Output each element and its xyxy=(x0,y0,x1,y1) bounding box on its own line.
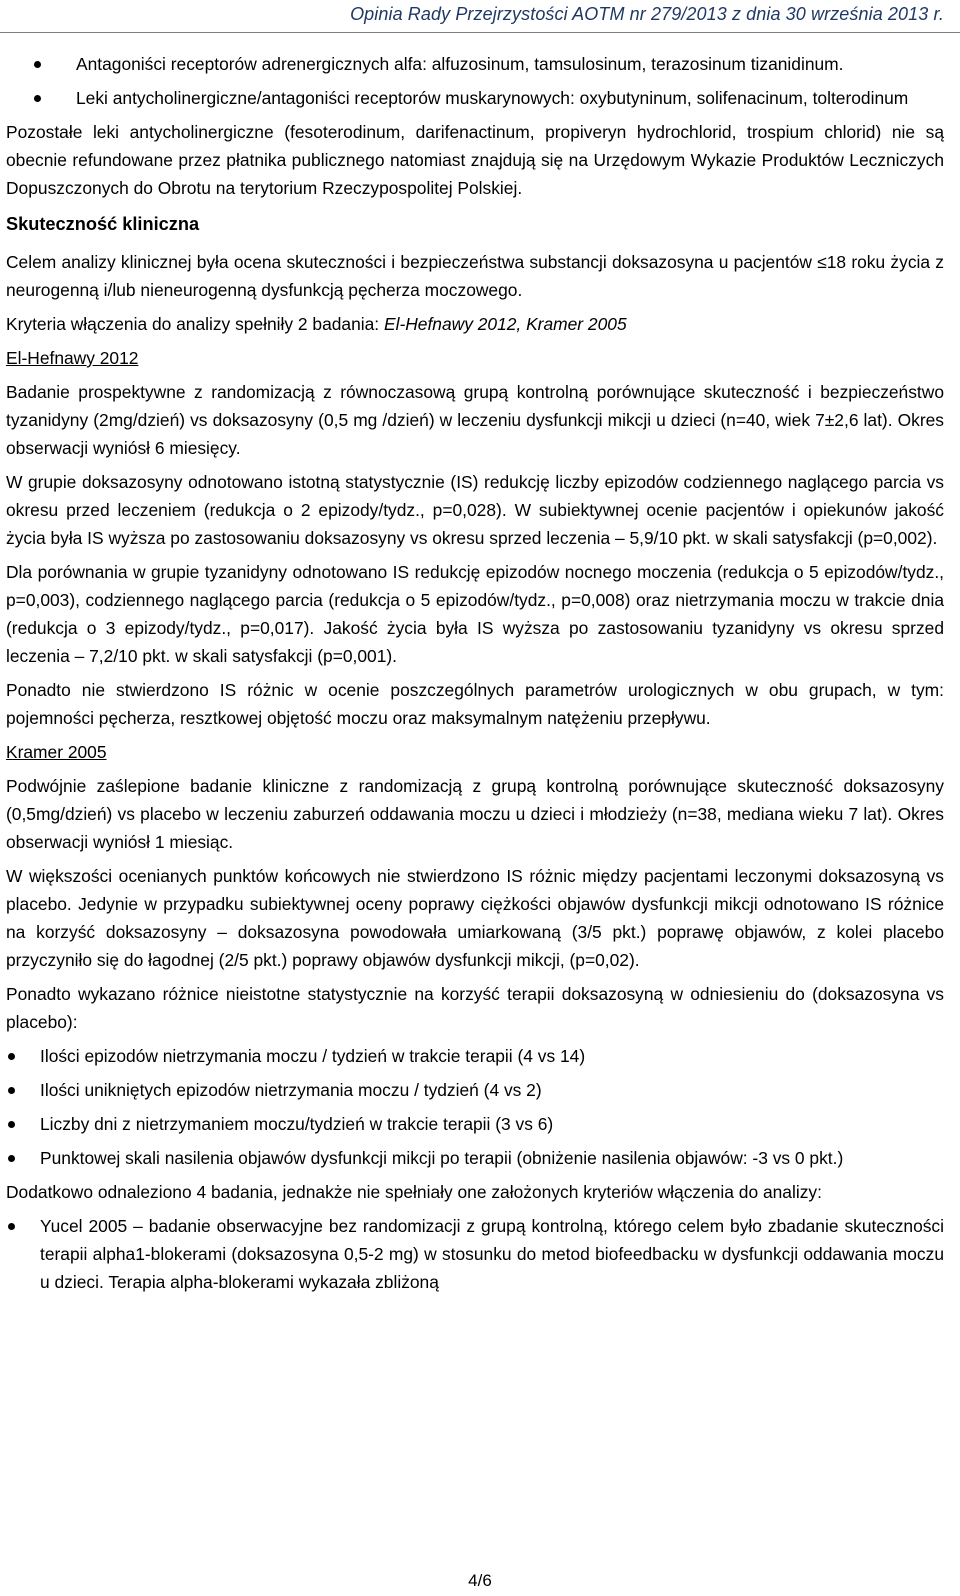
bullet-icon xyxy=(8,1053,15,1060)
bullet-icon xyxy=(34,61,41,68)
paragraph-refund: Pozostałe leki antycholinergiczne (fesoterodinum, darifenactinum, propiveryn hydrochlorid, trospium chlorid) nie są obecnie refundowane przez płatnika publicznego natomiast znajdują się na Urzędowym Wykazie Produktów Leczniczych Dopuszczonych do Obrotu na terytorium Rzeczypospolitej Polskiej. xyxy=(6,122,944,198)
criteria-studies: El-Hefnawy 2012, Kramer 2005 xyxy=(383,314,627,334)
list-item: Antagoniści receptorów adrenergicznych alfa: alfuzosinum, tamsulosinum, terazosinum tizanidinum. xyxy=(6,50,944,78)
paragraph-study1-tizanidine: Dla porównania w grupie tyzanidyny odnotowano IS redukcję epizodów nocnego moczenia (redukcja o 5 epizodów/tydz., p=0,003), codziennego naglącego parcia (redukcja o 5 epizodów/tydz., p=0,008) oraz nietrzymania moczu w trakcie dnia (redukcja o 3 epizody/tydz., p=0,017). Jakość życia była IS wyższa po zastosowaniu tyzanidyny vs okresu sprzed leczenia – 7,2/10 pkt. w skali satysfakcji (p=0,001). xyxy=(6,562,944,666)
list-item: Liczby dni z nietrzymaniem moczu/tydzień w trakcie terapii (3 vs 6) xyxy=(6,1110,944,1138)
list-item: Ilości epizodów nietrzymania moczu / tydzień w trakcie terapii (4 vs 14) xyxy=(6,1042,944,1070)
study-title-el-hefnawy: El-Hefnawy 2012 xyxy=(6,348,139,368)
bullet-icon xyxy=(8,1223,15,1230)
bullet-icon xyxy=(8,1087,15,1094)
paragraph-study2-design: Podwójnie zaślepione badanie kliniczne z randomizacją z grupą kontrolną porównujące skuteczność doksazosyny (0,5mg/dzień) vs placebo w leczeniu zaburzeń oddawania moczu u dzieci i młodzieży (n=38, mediana wieku 7 lat). Okres obserwacji wyniósł 1 miesiąc. xyxy=(6,776,944,852)
paragraph-criteria xyxy=(6,310,944,338)
paragraph-study1-other: Ponadto nie stwierdzono IS różnic w ocenie poszczególnych parametrów urologicznych w obu grupach, w tym: pojemności pęcherza, resztkowej objętość moczu oraz maksymalnym natężeniu przepływu. xyxy=(6,680,944,728)
paragraph-study2-nonsignificant: Ponadto wykazano różnice nieistotne statystycznie na korzyść terapii doksazosyną w odniesieniu do (doksazosyna vs placebo): xyxy=(6,984,944,1032)
list-item: Punktowej skali nasilenia objawów dysfunkcji mikcji po terapii (obniżenie nasilenia objawów: -3 vs 0 pkt.) xyxy=(6,1144,944,1172)
drug-class-list xyxy=(6,50,944,112)
document-header: Opinia Rady Przejrzystości AOTM nr 279/2013 z dnia 30 września 2013 r. xyxy=(350,4,944,24)
list-item: Leki antycholinergiczne/antagoniści receptorów muskarynowych: oxybutyninum, solifenacinum, tolterodinum xyxy=(6,84,944,112)
bullet-icon xyxy=(34,95,41,102)
criteria-text: Kryteria włączenia do analizy spełniły 2 badania: xyxy=(6,314,384,334)
paragraph-study1-doxazosin: W grupie doksazosyny odnotowano istotną statystycznie (IS) redukcję liczby epizodów codziennego naglącego parcia vs okresu przed leczeniem (redukcja o 2 epizody/tydz., p=0,028). W subiektywnej ocenie pacjentów i opiekunów jakość życia była IS wyższa po zastosowaniu doksazosyny vs okresu sprzed leczenia – 5,9/10 pkt. w skali satysfakcji (p=0,002). xyxy=(6,472,944,548)
additional-studies-list xyxy=(6,1212,944,1296)
list-item: Yucel 2005 – badanie obserwacyjne bez randomizacji z grupą kontrolną, którego celem było zbadanie skuteczności terapii alpha1-blokerami (doksazosyna 0,5-2 mg) w stosunku do metod biofeedbacku w dysfunkcji oddawania moczu u dzieci. Terapia alpha-blokerami wykazała zbliżoną xyxy=(6,1212,944,1296)
header-divider xyxy=(0,32,960,33)
paragraph-additional-studies: Dodatkowo odnaleziono 4 badania, jednakże nie spełniały one założonych kryteriów włączenia do analizy: xyxy=(6,1182,822,1202)
bullet-icon xyxy=(8,1155,15,1162)
paragraph-aim: Celem analizy klinicznej była ocena skuteczności i bezpieczeństwa substancji doksazosyna u pacjentów ≤18 roku życia z neurogenną i/lub nieneurogenną dysfunkcją pęcherza moczowego. xyxy=(6,252,944,300)
bullet-icon xyxy=(8,1121,15,1128)
paragraph-study1-design: Badanie prospektywne z randomizacją z równoczasową grupą kontrolną porównujące skuteczność i bezpieczeństwo tyzanidyny (2mg/dzień) vs doksazosyny (0,5 mg /dzień) w leczeniu dysfunkcji mikcji u dzieci (n=40, wiek 7±2,6 lat). Okres obserwacji wyniósł 6 miesięcy. xyxy=(6,382,944,458)
paragraph-study2-results: W większości ocenianych punktów końcowych nie stwierdzono IS różnic między pacjentami leczonymi doksazosyną vs placebo. Jedynie w przypadku subiektywnej oceny poprawy ciężkości objawów dysfunkcji mikcji odnotowano IS różnice na korzyść doksazosyny – doksazosyna powodowała umiarkowaną (3/5 pkt.) poprawę objawów, z kolei placebo przyczyniło się do łagodnej (2/5 pkt.) poprawy objawów dysfunkcji mikcji, (p=0,02). xyxy=(6,866,944,970)
document-body xyxy=(6,50,944,1302)
list-item: Ilości unikniętych epizodów nietrzymania moczu / tydzień (4 vs 2) xyxy=(6,1076,944,1104)
nonsignificant-differences-list xyxy=(6,1042,944,1172)
study-title-kramer: Kramer 2005 xyxy=(6,742,107,762)
page-number: 4/6 xyxy=(468,1571,492,1590)
section-heading-efficacy: Skuteczność kliniczna xyxy=(6,214,200,234)
